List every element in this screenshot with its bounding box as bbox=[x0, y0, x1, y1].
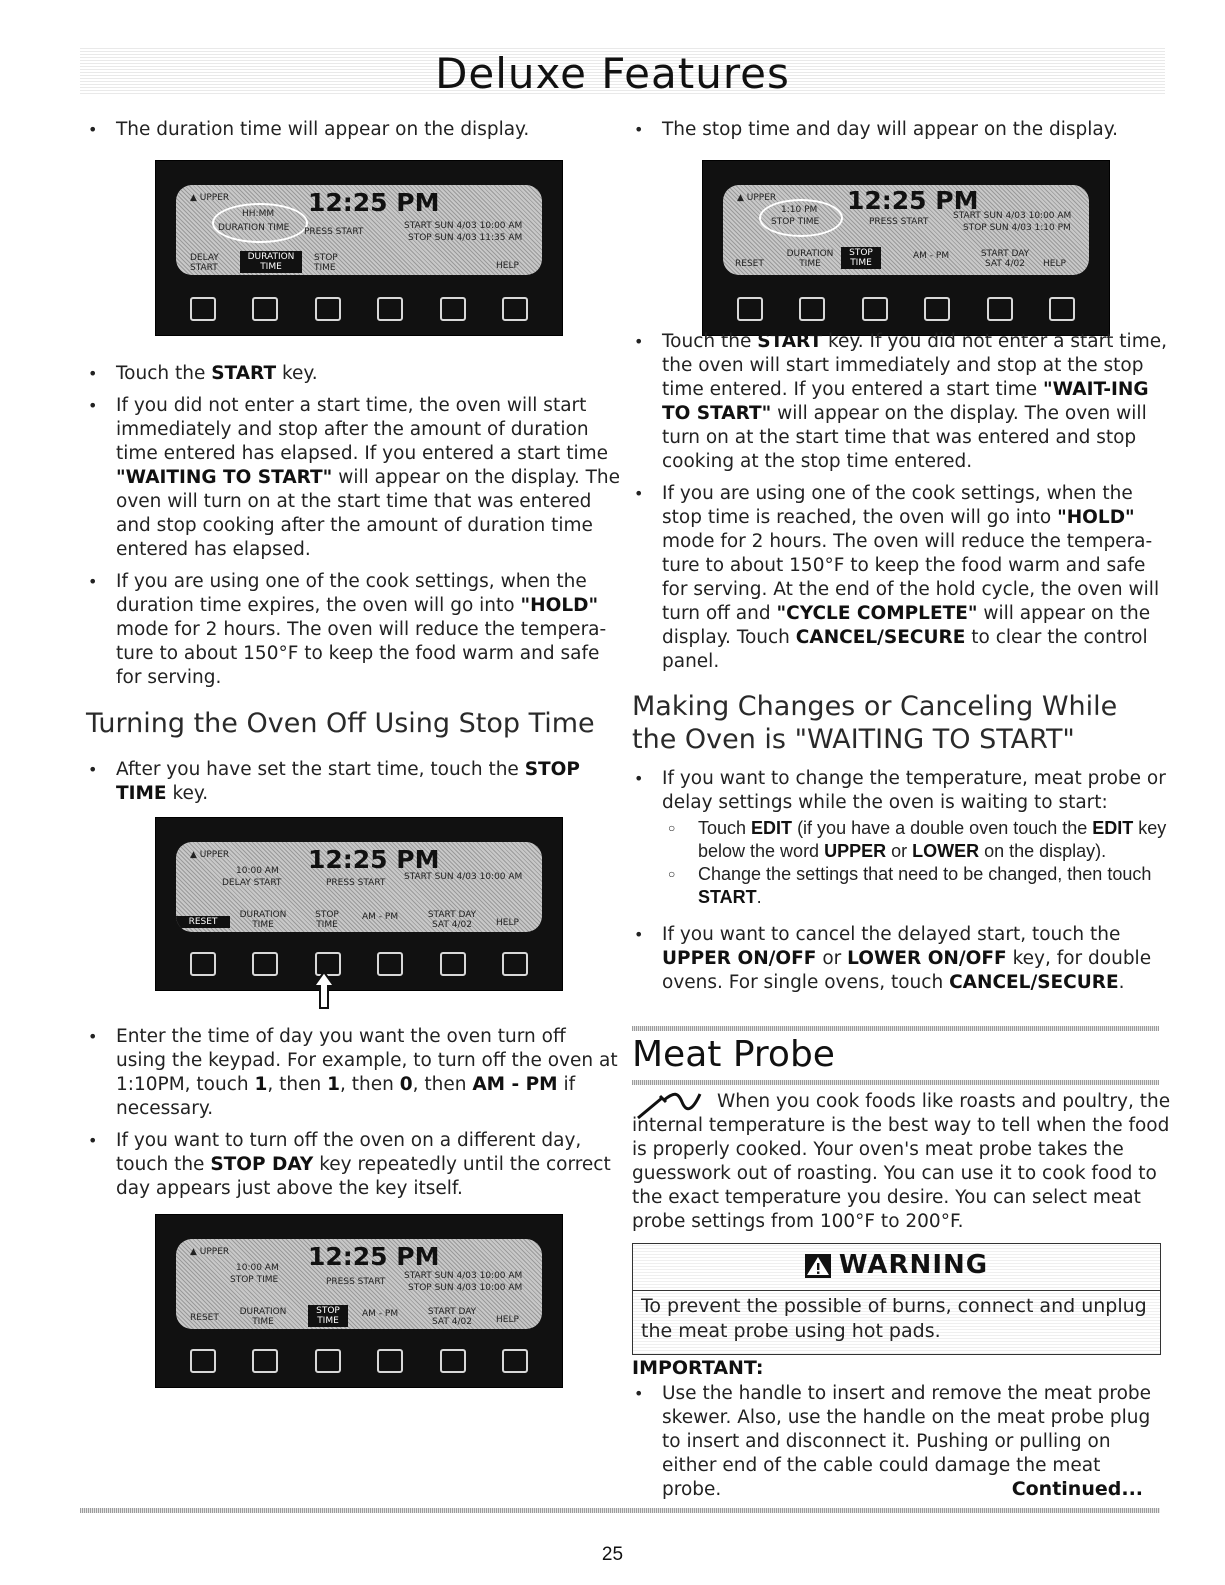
bold-text: 1 bbox=[254, 1074, 268, 1095]
continued-label: Continued... bbox=[1011, 1478, 1143, 1500]
touch-key[interactable] bbox=[377, 1349, 403, 1373]
text: on the display). bbox=[979, 841, 1107, 861]
text: The stop time and day will appear on the display. bbox=[662, 119, 1118, 140]
text: key. bbox=[166, 783, 209, 804]
list-item bbox=[632, 482, 1172, 674]
text: If you want to cancel the delayed start, touch the bbox=[662, 924, 1121, 945]
warning-box bbox=[632, 1243, 1161, 1355]
start-line: START SUN 4/03 10:00 AM bbox=[404, 872, 523, 882]
text: key, for double ovens. For single ovens, touch bbox=[662, 948, 1152, 993]
warning-triangle-icon bbox=[805, 1254, 831, 1278]
list-item bbox=[632, 923, 1172, 995]
key-row bbox=[186, 952, 532, 978]
touch-key[interactable] bbox=[737, 297, 763, 321]
text: key. If you did not enter a start time, the oven will start immediately and stop at the stop time entered. If you entered a start time bbox=[662, 331, 1167, 400]
upper-indicator: ▲ UPPER bbox=[737, 193, 777, 203]
bold-text: "CYCLE COMPLETE" bbox=[776, 603, 978, 624]
touch-key[interactable] bbox=[315, 297, 341, 321]
list-item bbox=[86, 394, 621, 562]
ampm-label: AM - PM bbox=[913, 251, 950, 261]
reset-key-label: RESET bbox=[176, 916, 230, 928]
stop-line: STOP SUN 4/03 10:00 AM bbox=[408, 1283, 523, 1293]
stop-time-label: STOP TIME bbox=[230, 1275, 279, 1285]
text: , then bbox=[339, 1074, 400, 1095]
key-row bbox=[733, 297, 1079, 323]
text: mode for 2 hours. The oven will reduce the tempera-ture to about 150°F to keep the food warm and safe for serving. At the end of the hold cycle, the oven will turn off and bbox=[662, 531, 1160, 624]
time-value: 10:00 AM bbox=[236, 866, 279, 876]
text: to clear the control panel. bbox=[662, 627, 1148, 672]
touch-key[interactable] bbox=[252, 952, 278, 976]
touch-key[interactable] bbox=[377, 952, 403, 976]
text: will appear on the display. The oven will turn on at the start time that was entered and stop cooking at the stop time entered. bbox=[662, 403, 1147, 472]
touch-key[interactable] bbox=[377, 297, 403, 321]
upper-indicator: ▲ UPPER bbox=[190, 193, 230, 203]
stop-time-key-label: STOP TIME bbox=[841, 247, 881, 269]
touch-key[interactable] bbox=[252, 1349, 278, 1373]
list-item bbox=[86, 570, 621, 690]
page-number: 25 bbox=[601, 1544, 624, 1565]
bold-text: START bbox=[757, 331, 823, 352]
clock-readout: 12:25 PM bbox=[308, 1242, 440, 1271]
duration-label: DURATION TIME bbox=[786, 249, 834, 269]
lcd-screen bbox=[176, 185, 542, 275]
touch-key[interactable] bbox=[799, 297, 825, 321]
duration-time-label: DURATION TIME bbox=[218, 223, 290, 233]
warning-heading bbox=[633, 1250, 1160, 1280]
bold-text: START bbox=[698, 887, 757, 907]
control-panel-display-2 bbox=[155, 817, 563, 991]
delay-start-label: DELAY START bbox=[190, 253, 219, 273]
text: if necessary. bbox=[116, 1074, 576, 1119]
touch-key[interactable] bbox=[190, 297, 216, 321]
ampm-label: AM - PM bbox=[362, 1309, 399, 1319]
footer-divider bbox=[80, 1508, 1160, 1513]
text: If you are using one of the cook settings, when the stop time is reached, the oven will go into bbox=[662, 483, 1133, 528]
stop-time-label: STOP TIME bbox=[771, 217, 820, 227]
list-item bbox=[632, 330, 1172, 474]
bold-text: UPPER bbox=[824, 841, 887, 861]
text: or bbox=[816, 948, 848, 969]
bold-text: AM - PM bbox=[472, 1074, 558, 1095]
text: If you did not enter a start time, the oven will start immediately and stop after the amount of duration time entered has elapsed. If you entered a start time bbox=[116, 395, 608, 464]
duration-label: DURATION TIME bbox=[239, 910, 287, 930]
press-start-label: PRESS START bbox=[304, 227, 364, 237]
meat-probe-heading: Meat Probe bbox=[632, 1034, 835, 1075]
stop-time-key-label: STOP TIME bbox=[308, 1305, 348, 1327]
list-item bbox=[86, 1025, 621, 1121]
text: Enter the time of day you want the oven turn off using the keypad. For example, to turn off the oven at 1:10PM, touch bbox=[116, 1026, 618, 1095]
bold-text: "HOLD" bbox=[520, 595, 599, 616]
text: If you want to change the temperature, meat probe or delay settings while the oven is waiting to start: bbox=[662, 768, 1166, 813]
lcd-screen bbox=[176, 842, 542, 932]
text: . bbox=[1118, 972, 1125, 993]
touch-key[interactable] bbox=[315, 1349, 341, 1373]
bold-text: "WAIT-ING TO START" bbox=[662, 379, 1149, 424]
bold-text: "WAITING TO START" bbox=[116, 467, 333, 488]
bold-text: CANCEL/SECURE bbox=[795, 627, 966, 648]
touch-key[interactable] bbox=[190, 1349, 216, 1373]
touch-key[interactable] bbox=[1049, 297, 1075, 321]
touch-key[interactable] bbox=[190, 952, 216, 976]
time-value: 10:00 AM bbox=[236, 1263, 279, 1273]
stop-time-label: STOP TIME bbox=[315, 910, 339, 930]
press-start-label: PRESS START bbox=[326, 1277, 386, 1287]
bold-text: LOWER ON/OFF bbox=[847, 948, 1007, 969]
time-value: 1:10 PM bbox=[781, 205, 818, 215]
control-panel-display-4 bbox=[702, 160, 1110, 336]
text: Use the handle to insert and remove the meat probe skewer. Also, use the handle on the meat probe plug to insert and disconnect it. Pushing or pulling on either end of the cable could damage the meat probe. bbox=[662, 1383, 1152, 1500]
bold-text: 1 bbox=[327, 1074, 340, 1095]
duration-key-label: DURATION TIME bbox=[240, 251, 302, 273]
sub-list-item bbox=[662, 863, 1172, 909]
touch-key[interactable] bbox=[502, 952, 528, 976]
reset-label: RESET bbox=[190, 1313, 219, 1323]
key-row bbox=[186, 297, 532, 323]
bold-text: "HOLD" bbox=[1057, 507, 1135, 528]
text: , then bbox=[267, 1074, 328, 1095]
touch-key[interactable] bbox=[987, 297, 1013, 321]
stop-time-label: STOP TIME bbox=[314, 253, 338, 273]
key-row bbox=[186, 1349, 532, 1375]
text: If you want to turn off the oven on a different day, touch the bbox=[116, 1130, 582, 1175]
bold-text: STOP TIME bbox=[116, 759, 580, 804]
divider bbox=[632, 1026, 1159, 1031]
intro-list-left bbox=[86, 118, 621, 142]
touch-key[interactable] bbox=[862, 297, 888, 321]
text: will appear on the display. The oven will turn on at the start time that was entered and stop cooking after the amount of duration time entered has elapsed. bbox=[116, 467, 621, 560]
start-day-label: START DAY SAT 4/02 bbox=[980, 249, 1030, 269]
lcd-screen bbox=[723, 185, 1089, 275]
warning-title: WARNING bbox=[838, 1250, 989, 1280]
bold-text: STOP DAY bbox=[210, 1154, 314, 1175]
help-label: HELP bbox=[1043, 259, 1066, 269]
help-label: HELP bbox=[496, 261, 519, 271]
up-arrow-icon bbox=[312, 970, 336, 1010]
text: will appear on the display. Touch bbox=[662, 603, 1151, 648]
touch-key[interactable] bbox=[440, 952, 466, 976]
list-text: The duration time will appear on the display. bbox=[116, 119, 530, 140]
text: mode for 2 hours. The oven will reduce the tempera-ture to about 150°F to keep the food warm and safe for serving. bbox=[116, 619, 607, 688]
bold-text: LOWER bbox=[912, 841, 980, 861]
text: or bbox=[886, 841, 913, 861]
ampm-label: AM - PM bbox=[362, 912, 399, 922]
list-item bbox=[86, 362, 621, 386]
start-day-label: START DAY SAT 4/02 bbox=[427, 1307, 477, 1327]
press-start-label: PRESS START bbox=[869, 217, 929, 227]
start-line: START SUN 4/03 10:00 AM bbox=[404, 221, 523, 231]
clock-readout: 12:25 PM bbox=[308, 845, 440, 874]
list-item bbox=[86, 758, 621, 806]
intro-list-right bbox=[632, 118, 1172, 142]
text: Touch the bbox=[662, 331, 758, 352]
press-start-label: PRESS START bbox=[326, 878, 386, 888]
bold-text: EDIT bbox=[1092, 818, 1134, 838]
text: Touch bbox=[698, 818, 752, 838]
bold-text: 0 bbox=[399, 1074, 413, 1095]
divider bbox=[632, 1080, 1159, 1085]
steps-list-left bbox=[86, 362, 621, 690]
sub-list-item bbox=[662, 817, 1172, 863]
start-day-label: START DAY SAT 4/02 bbox=[427, 910, 477, 930]
touch-key[interactable] bbox=[502, 1349, 528, 1373]
stop-time-list bbox=[86, 758, 621, 806]
page-title: Deluxe Features bbox=[435, 49, 790, 98]
list-item bbox=[86, 1129, 621, 1201]
touch-key[interactable] bbox=[440, 1349, 466, 1373]
bold-text: CANCEL/SECURE bbox=[949, 972, 1119, 993]
list-item bbox=[86, 118, 621, 142]
control-panel-display-1 bbox=[155, 160, 563, 336]
important-label: IMPORTANT: bbox=[632, 1357, 764, 1379]
stop-line: STOP SUN 4/03 11:35 AM bbox=[408, 233, 523, 243]
text: key. bbox=[276, 363, 318, 384]
clock-readout: 12:25 PM bbox=[847, 186, 979, 215]
clock-readout: 12:25 PM bbox=[308, 188, 440, 217]
text: . bbox=[756, 887, 762, 907]
stop-line: STOP SUN 4/03 1:10 PM bbox=[963, 223, 1071, 233]
delay-start-label: DELAY START bbox=[222, 878, 282, 888]
bold-text: START bbox=[211, 363, 277, 384]
bold-text: EDIT bbox=[751, 818, 793, 838]
upper-indicator: ▲ UPPER bbox=[190, 850, 230, 860]
upper-indicator: ▲ UPPER bbox=[190, 1247, 230, 1257]
help-label: HELP bbox=[496, 1315, 519, 1325]
touch-key[interactable] bbox=[440, 297, 466, 321]
text: (if you have a double oven touch the bbox=[792, 818, 1093, 838]
start-line: START SUN 4/03 10:00 AM bbox=[953, 211, 1072, 221]
hhmm-label: HH:MM bbox=[242, 209, 275, 219]
warning-rule bbox=[633, 1290, 1160, 1291]
start-line: START SUN 4/03 10:00 AM bbox=[404, 1271, 523, 1281]
text: key repeatedly until the correct day appears just above the key itself. bbox=[116, 1154, 611, 1199]
keypad-list bbox=[86, 1025, 621, 1201]
touch-key[interactable] bbox=[924, 297, 950, 321]
help-label: HELP bbox=[496, 918, 519, 928]
touch-key[interactable] bbox=[502, 297, 528, 321]
changes-list bbox=[632, 767, 1172, 995]
text: Touch the bbox=[116, 363, 212, 384]
sub-list bbox=[662, 817, 1172, 909]
touch-key[interactable] bbox=[252, 297, 278, 321]
text: Change the settings that need to be changed, then touch bbox=[698, 864, 1152, 884]
text: key below the word bbox=[698, 818, 1167, 861]
text: If you are using one of the cook settings, when the duration time expires, the oven will go into bbox=[116, 571, 587, 616]
text: , then bbox=[412, 1074, 473, 1095]
duration-label: DURATION TIME bbox=[239, 1307, 287, 1327]
list-item bbox=[632, 767, 1172, 909]
control-panel-display-3 bbox=[155, 1214, 563, 1388]
steps-list-right bbox=[632, 330, 1172, 674]
bold-text: UPPER ON/OFF bbox=[662, 948, 817, 969]
list-item bbox=[632, 118, 1172, 142]
warning-text: To prevent the possible of burns, connect and unplug the meat probe using hot pads. bbox=[641, 1295, 1147, 1342]
text: After you have set the start time, touch the bbox=[116, 759, 525, 780]
section-heading-stop-time: Turning the Oven Off Using Stop Time bbox=[86, 708, 595, 739]
lcd-screen bbox=[176, 1239, 542, 1329]
section-heading-changes: Making Changes or Canceling While the Oven is "WAITING TO START" bbox=[632, 691, 1118, 755]
meat-probe-intro: When you cook foods like roasts and poultry, the internal temperature is the best way to tell when the food is properly cooked. Your oven's meat probe takes the guesswork out of roasting. You can use it to cook food to the exact temperature you desire. You can select meat probe settings from 100°F to 200°F. bbox=[632, 1091, 1171, 1232]
reset-label: RESET bbox=[735, 259, 764, 269]
